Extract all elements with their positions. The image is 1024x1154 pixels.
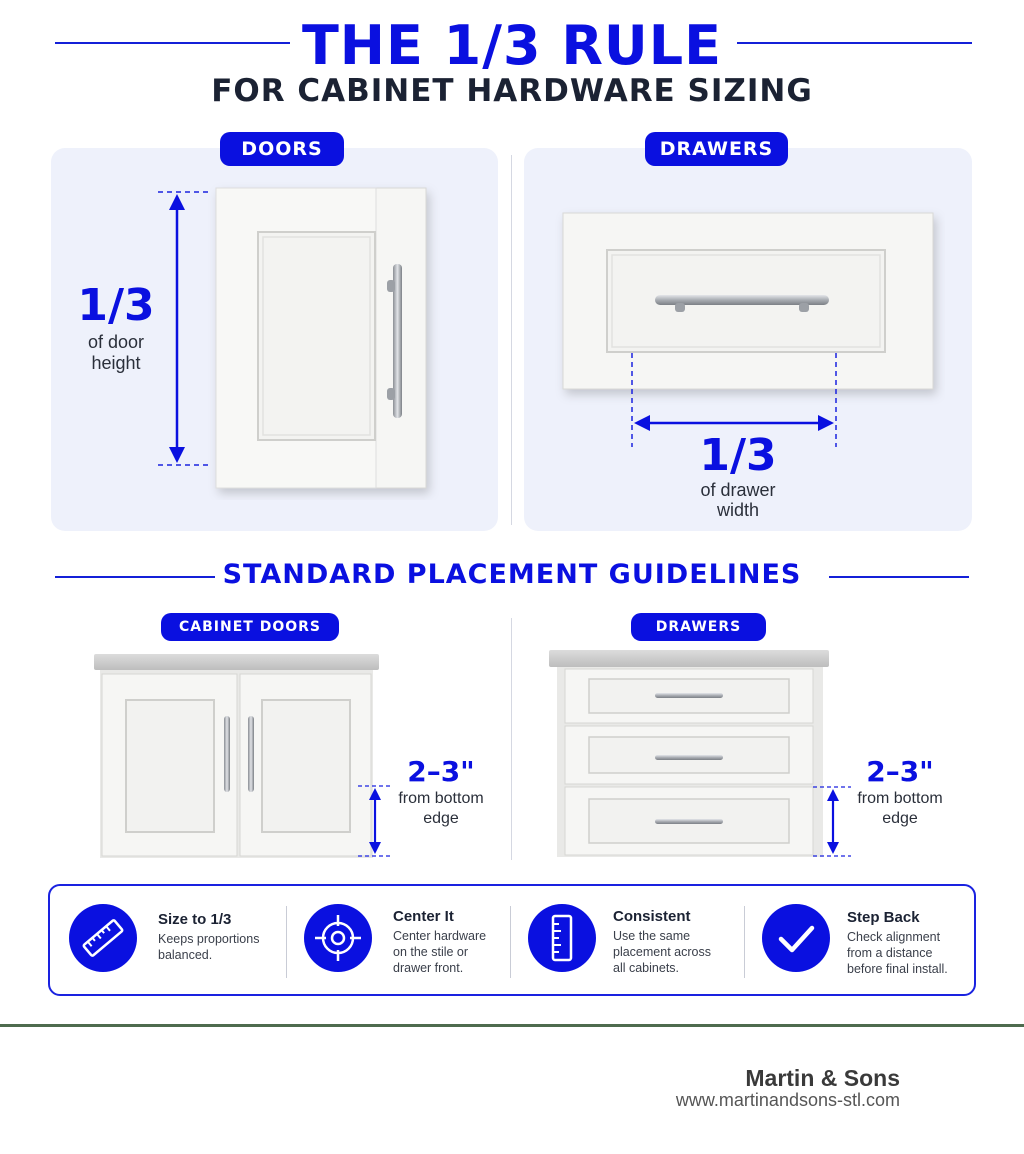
tip-consistent-title: Consistent [613, 908, 691, 925]
drawers-measure: 2–3" [866, 755, 934, 788]
panel-divider [511, 155, 512, 525]
door-caption-line2: height [91, 353, 141, 373]
tip-center-desc-3: drawer front. [393, 961, 464, 975]
brand-url[interactable]: www.martinandsons-stl.com [675, 1090, 900, 1110]
cabinet-doors-caption-line2: edge [423, 810, 459, 827]
tip-step-back-desc-1: Check alignment [847, 930, 941, 944]
tip-step-back-desc-3: before final install. [847, 962, 948, 976]
cabinet-doors-label: CABINET DOORS [161, 613, 339, 641]
page-subtitle: FOR CABINET HARDWARE SIZING [211, 73, 813, 109]
tip-size-title: Size to 1/3 [158, 911, 232, 928]
level-ruler-icon [528, 904, 596, 972]
tip-step-back-title: Step Back [847, 909, 920, 926]
drawers-label: DRAWERS [645, 132, 788, 166]
placement-divider [511, 618, 512, 860]
drawer-caption-line2: width [716, 500, 760, 520]
brand-name: Martin & Sons [745, 1065, 900, 1091]
tip-consistent-desc-3: all cabinets. [613, 961, 680, 975]
door-caption-line1: of door [87, 332, 145, 352]
tip-center-desc-2: on the stile or [393, 945, 469, 959]
tip-size-desc-2: balanced. [158, 948, 213, 962]
drawer-caption-line1: of drawer [700, 480, 776, 500]
doors-label: DOORS [220, 132, 344, 166]
door-illustration [150, 180, 450, 500]
drawer-illustration [555, 205, 945, 455]
tip-size-desc-1: Keeps proportions [158, 932, 260, 946]
cabinet-doors-illustration [90, 650, 395, 865]
tip-center-title: Center It [393, 908, 454, 925]
tips-bar [48, 884, 976, 996]
page-title: THE 1/3 RULE [301, 14, 723, 77]
drawers-caption-line2: edge [882, 810, 918, 827]
tip-consistent-desc-2: placement across [613, 945, 711, 959]
placement-drawers-label: DRAWERS [631, 613, 766, 641]
tip-center [287, 886, 510, 994]
ruler-icon [69, 904, 137, 972]
door-fraction: 1/3 [77, 280, 155, 331]
tip-consistent-desc-1: Use the same [613, 929, 691, 943]
placement-section-title: STANDARD PLACEMENT GUIDELINES [222, 559, 802, 590]
cabinet-doors-caption-line1: from bottom [398, 790, 484, 807]
tip-consistent [511, 886, 744, 994]
tip-size [50, 886, 286, 994]
tip-step-back-desc-2: from a distance [847, 946, 933, 960]
footer-rule [0, 1024, 1024, 1027]
tip-step-back [745, 886, 974, 994]
cabinet-doors-measure: 2–3" [407, 755, 475, 788]
drawer-fraction: 1/3 [699, 430, 777, 481]
drawers-caption-line1: from bottom [857, 790, 943, 807]
checkmark-icon [762, 904, 830, 972]
tip-center-desc-1: Center hardware [393, 929, 487, 943]
drawer-stack-illustration [545, 645, 855, 865]
target-icon [304, 904, 372, 972]
